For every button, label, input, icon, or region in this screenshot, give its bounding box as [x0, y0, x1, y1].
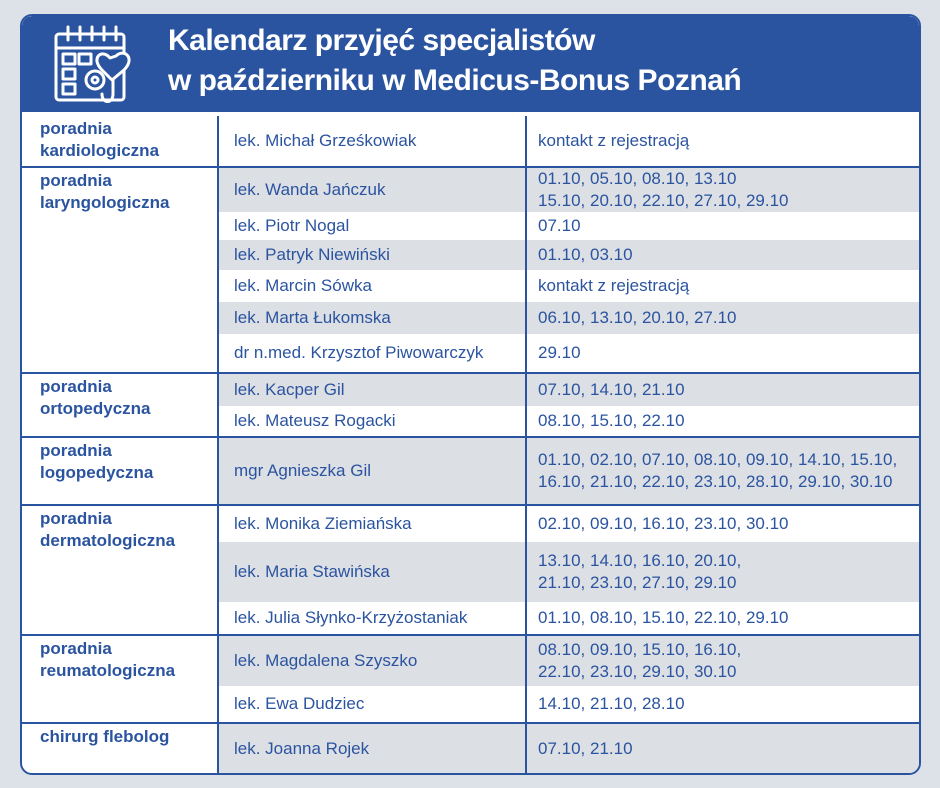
- doctor-name: lek. Piotr Nogal: [234, 216, 350, 235]
- doctor-name: lek. Michał Grześkowiak: [234, 131, 417, 150]
- clinic-name-line: poradnia: [40, 171, 112, 190]
- clinic-name-line: poradnia: [40, 509, 112, 528]
- clinic-name-line: logopedyczna: [40, 463, 154, 482]
- dates-line: 01.10, 02.10, 07.10, 08.10, 09.10, 14.10, 15.10,: [538, 450, 898, 469]
- dates-line: 02.10, 09.10, 16.10, 23.10, 30.10: [538, 514, 789, 533]
- clinic-name-line: poradnia: [40, 377, 112, 396]
- calendar-heart-stethoscope-icon: [50, 22, 160, 110]
- column-divider: [217, 116, 219, 774]
- clinic-name: [40, 440, 153, 484]
- dates-line: 21.10, 23.10, 27.10, 29.10: [538, 573, 737, 592]
- clinic-name: [40, 170, 169, 214]
- doctor-dates: [538, 738, 633, 760]
- dates-line: kontakt z rejestracją: [538, 276, 690, 295]
- dates-line: 22.10, 23.10, 29.10, 30.10: [538, 662, 737, 681]
- doctor-dates: [538, 693, 685, 715]
- doctor-dates: [538, 342, 581, 364]
- doctor-name: lek. Monika Ziemiańska: [234, 514, 412, 533]
- dates-line: 13.10, 14.10, 16.10, 20.10,: [538, 551, 742, 570]
- clinic-separator: [22, 166, 919, 168]
- doctor-name: lek. Joanna Rojek: [234, 739, 370, 758]
- doctor-dates: [538, 410, 685, 432]
- dates-line: 07.10, 21.10: [538, 739, 633, 758]
- doctor-dates: [538, 130, 689, 152]
- clinic-name-line: laryngologiczna: [40, 193, 170, 212]
- doctor-name: lek. Magdalena Szyszko: [234, 651, 418, 670]
- clinic-name-line: ortopedyczna: [40, 399, 151, 418]
- doctor-dates: [538, 379, 685, 401]
- dates-line: 06.10, 13.10, 20.10, 27.10: [538, 308, 737, 327]
- doctor-name: lek. Julia Słynko-Krzyżostaniak: [234, 608, 468, 627]
- header-banner: [22, 16, 919, 112]
- doctor-name: lek. Ewa Dudziec: [234, 694, 365, 713]
- clinic-separator: [22, 722, 919, 724]
- clinic-name-line: poradnia: [40, 441, 112, 460]
- clinic-name-line: poradnia: [40, 639, 112, 658]
- clinic-name: [40, 726, 169, 748]
- dates-line: 07.10, 14.10, 21.10: [538, 380, 685, 399]
- doctor-dates: [538, 215, 581, 237]
- clinic-name-line: chirurg flebolog: [40, 727, 170, 746]
- doctor-name: lek. Marta Łukomska: [234, 308, 391, 327]
- clinic-name-line: kardiologiczna: [40, 141, 160, 160]
- doctor-name: lek. Kacper Gil: [234, 380, 345, 399]
- dates-line: 07.10: [538, 216, 581, 235]
- schedule-card: [20, 14, 921, 775]
- column-divider: [525, 116, 527, 774]
- dates-line: 29.10: [538, 343, 581, 362]
- dates-line: 16.10, 21.10, 22.10, 23.10, 28.10, 29.10, 30.10: [538, 472, 893, 491]
- doctor-name: lek. Maria Stawińska: [234, 562, 390, 581]
- dates-line: 01.10, 03.10: [538, 245, 633, 264]
- doctor-name: lek. Patryk Niewiński: [234, 245, 390, 264]
- clinic-name: [40, 508, 175, 552]
- title-line-1: Kalendarz przyjęć specjalistów: [168, 24, 595, 57]
- doctor-dates: [538, 550, 741, 594]
- dates-line: 01.10, 08.10, 15.10, 22.10, 29.10: [538, 608, 789, 627]
- doctor-dates: [538, 168, 789, 212]
- dates-line: 08.10, 09.10, 15.10, 16.10,: [538, 640, 742, 659]
- doctor-dates: [538, 244, 633, 266]
- doctor-name: lek. Mateusz Rogacki: [234, 411, 396, 430]
- clinic-separator: [22, 634, 919, 636]
- clinic-name: [40, 638, 175, 682]
- doctor-name: lek. Marcin Sówka: [234, 276, 372, 295]
- clinic-separator: [22, 372, 919, 374]
- doctor-dates: [538, 639, 741, 683]
- doctor-name: dr n.med. Krzysztof Piwowarczyk: [234, 343, 484, 362]
- doctor-name: lek. Wanda Jańczuk: [234, 180, 386, 199]
- dates-line: 01.10, 05.10, 08.10, 13.10: [538, 169, 737, 188]
- clinic-separator: [22, 436, 919, 438]
- dates-line: 15.10, 20.10, 22.10, 27.10, 29.10: [538, 191, 789, 210]
- clinic-separator: [22, 504, 919, 506]
- clinic-name-line: reumatologiczna: [40, 661, 176, 680]
- clinic-name-line: dermatologiczna: [40, 531, 176, 550]
- doctor-dates: [538, 307, 737, 329]
- doctor-dates: [538, 513, 789, 535]
- dates-line: kontakt z rejestracją: [538, 131, 690, 150]
- clinic-name: [40, 118, 159, 162]
- title-line-2: w październiku w Medicus-Bonus Poznań: [168, 64, 742, 97]
- doctor-dates: [538, 607, 789, 629]
- doctor-dates: [538, 449, 897, 493]
- clinic-name-line: poradnia: [40, 119, 112, 138]
- clinic-name: [40, 376, 151, 420]
- dates-line: 08.10, 15.10, 22.10: [538, 411, 685, 430]
- page-title: [168, 21, 741, 101]
- dates-line: 14.10, 21.10, 28.10: [538, 694, 685, 713]
- doctor-name: mgr Agnieszka Gil: [234, 461, 371, 480]
- doctor-dates: [538, 275, 689, 297]
